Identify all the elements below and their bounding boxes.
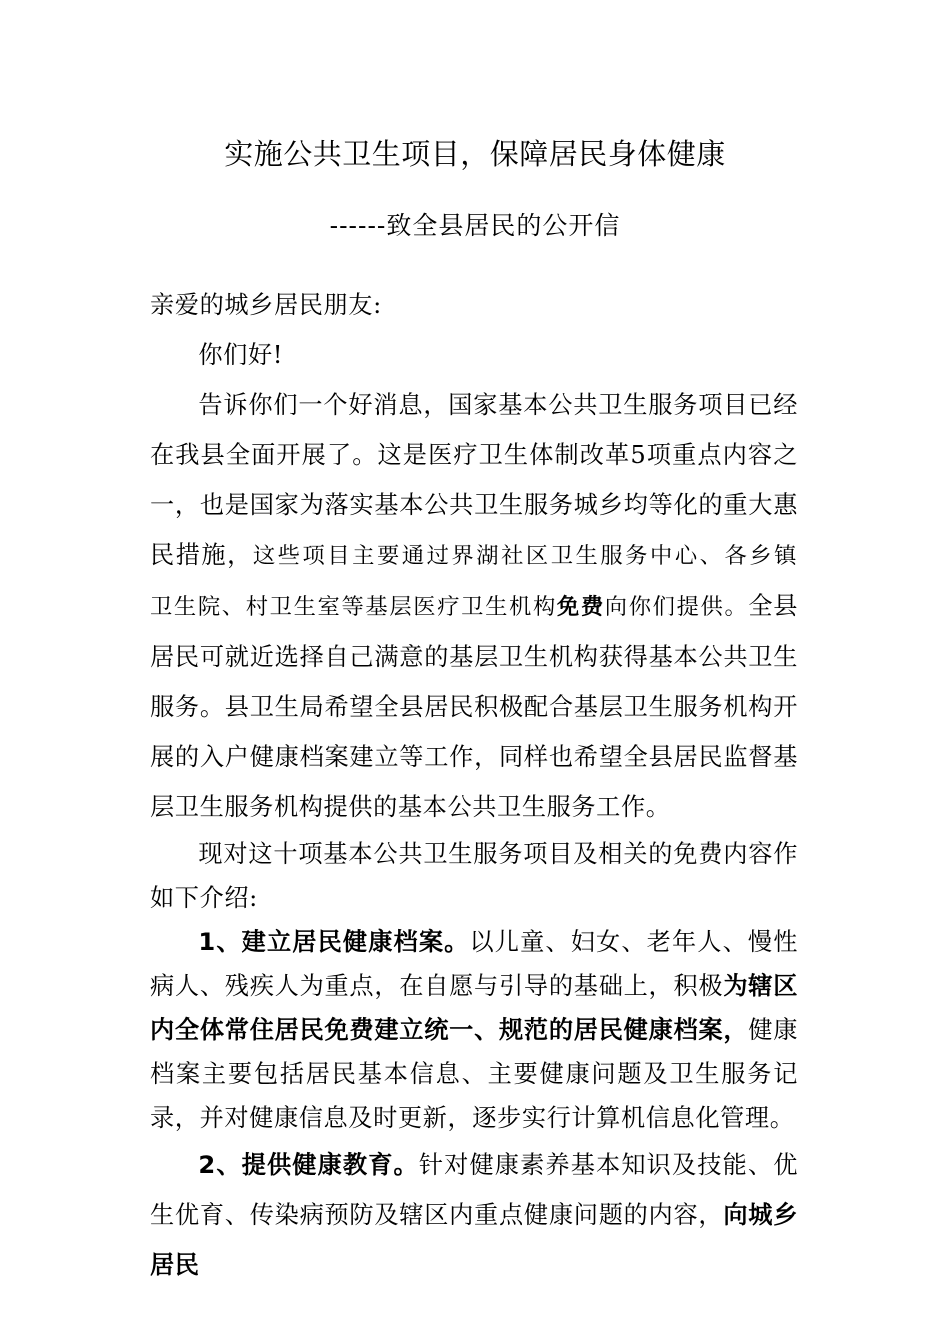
item-health-records-text1: 以儿童、妇女、老年人、慢性病人、残疾人为重点，在自愿与引导的基础上，积极 (150, 928, 798, 1000)
item-health-records (150, 920, 798, 1140)
item-health-records-bold: 为辖区内全体常住居民免费建立统一、规范的居民健康档案， (150, 972, 798, 1044)
item-health-education-heading: 2、提供健康教育。 (198, 1151, 419, 1179)
item-health-records-text2: 健康档案主要包括居民基本信息、主要健康问题及卫生服务记录，并对健康信息及时更新，逐步实行计算机信息化管理。 (150, 1016, 798, 1132)
paragraph-intro-part4: 全县居民可就近选择自己满意的基层卫生机构获得基本公共卫生服务。县卫生局希望全县居民积极配合基层卫生服务机构开展的入户健康档案建立等工作，同样也希望全县居民监督基层卫生服务机构提供的基本公共卫生服务工作。 (150, 592, 799, 821)
paragraph-overview: 现对这十项基本公共卫生服务项目及相关的免费内容作如下介绍: (150, 840, 798, 912)
item-health-education (150, 1140, 798, 1290)
item-health-education-bold: 向城乡居民 (150, 1201, 798, 1279)
item-health-records-heading: 1、建立居民健康档案。 (198, 928, 470, 956)
document-subtitle: ------致全县居民的公开信 (329, 211, 621, 240)
paragraph-intro-bold: 免费 (556, 594, 605, 620)
paragraph-intro-part1: 告诉你们一个好消息，国家基本公共卫生服务项目已经在我县全面开展了。这是医疗卫生体制改革5项重点内容之一，也是国家为落实基本公共卫生服务城乡均等化的重大惠民措施， (150, 391, 798, 569)
letter-body (150, 280, 798, 1290)
item-health-education-text1: 针对健康素养基本知识及技能、优生优育、传染病预防及辖区内重点健康问题的内容， (150, 1151, 798, 1229)
document-title: 实施公共卫生项目，保障居民身体健康 (224, 137, 726, 171)
paragraph-intro-part3: 向你们提供。 (604, 594, 749, 620)
paragraph-intro (150, 380, 798, 832)
greeting: 你们好! (198, 341, 284, 369)
salutation: 亲爱的城乡居民朋友: (150, 291, 382, 319)
paragraph-intro-part2: 这些项目主要通过界湖社区卫生服务中心、各乡镇卫生院、村卫生室等基层医疗卫生机构 (150, 543, 799, 620)
